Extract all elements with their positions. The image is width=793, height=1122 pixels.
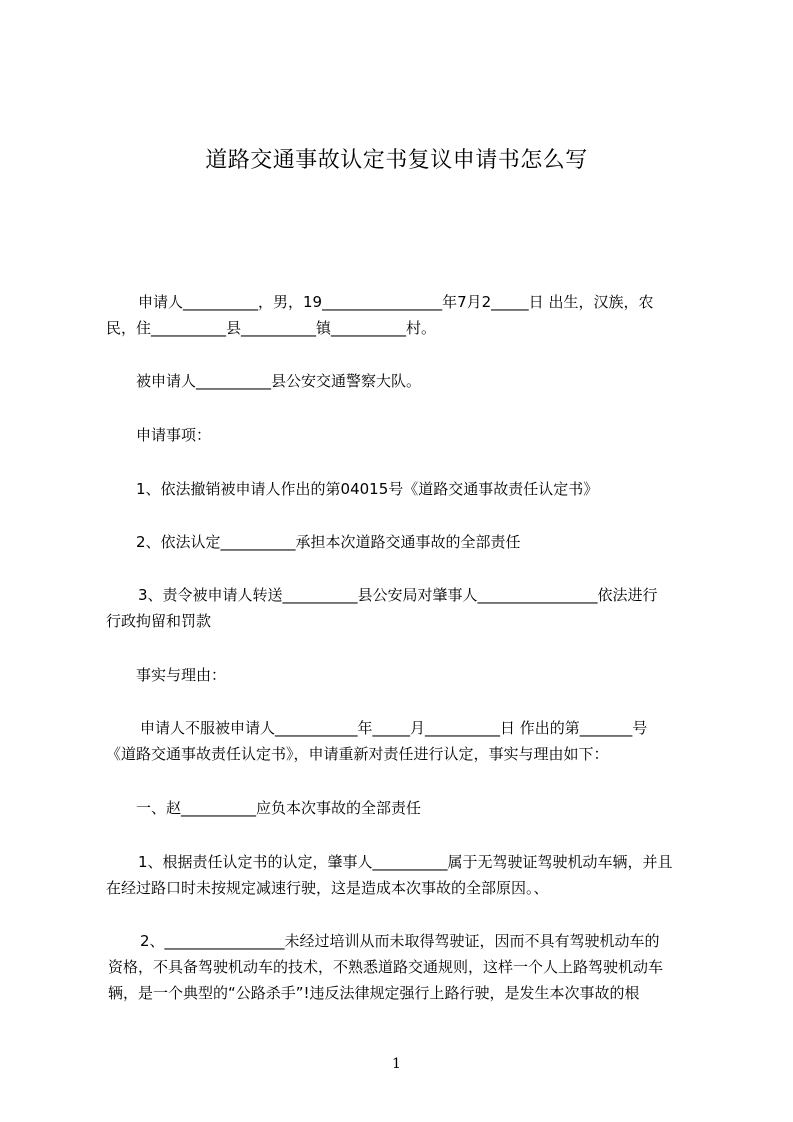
paragraph-line: 2、________________未经过培训从而未取得驾驶证，因而不具有驾驶机动车的 bbox=[140, 932, 660, 950]
section-heading: 一、赵__________应负本次事故的全部责任 bbox=[136, 799, 422, 817]
paragraph-line: 申请人不服被申请人___________年_____月__________日 作出的第_______号 bbox=[140, 719, 648, 737]
section-heading: 申请事项： bbox=[136, 426, 212, 444]
paragraph-line: 资格，不具备驾驶机动车的技术，不熟悉道路交通规则，这样一个人上路驾驶机动车 bbox=[108, 958, 664, 976]
paragraph-line: 民，住__________县__________镇__________村。 bbox=[106, 319, 437, 337]
page-number: 1 bbox=[392, 1056, 401, 1072]
paragraph-line: 被申请人__________县公安交通警察大队。 bbox=[136, 372, 422, 390]
list-item: 1、依法撤销被申请人作出的第04015号《道路交通事故责任认定书》 bbox=[136, 480, 599, 498]
page-title: 道路交通事故认定书复议申请书怎么写 bbox=[205, 148, 588, 173]
section-heading: 事实与理由： bbox=[136, 666, 227, 684]
paragraph-line: 申请人__________，男，19________________年7月2_____日 出生，汉族，农 bbox=[138, 293, 654, 311]
paragraph-line: 1、根据责任认定书的认定，肇事人__________属于无驾驶证驾驶机动车辆，并且 bbox=[138, 853, 673, 871]
list-item: 2、依法认定__________承担本次道路交通事故的全部责任 bbox=[136, 533, 521, 551]
list-item-continuation: 行政拘留和罚款 bbox=[106, 612, 212, 630]
paragraph-line: 辆，是一个典型的“公路杀手”!违反法律规定强行上路行驶，是发生本次事故的根 bbox=[108, 984, 640, 1002]
paragraph-line: 《道路交通事故责任认定书》，申请重新对责任进行认定，事实与理由如下： bbox=[106, 745, 609, 763]
paragraph-line: 在经过路口时未按规定减速行驶，这是造成本次事故的全部原因。、 bbox=[106, 879, 549, 897]
list-item: 3、责令被申请人转送__________县公安局对肇事人________________依法进行 bbox=[138, 586, 658, 604]
